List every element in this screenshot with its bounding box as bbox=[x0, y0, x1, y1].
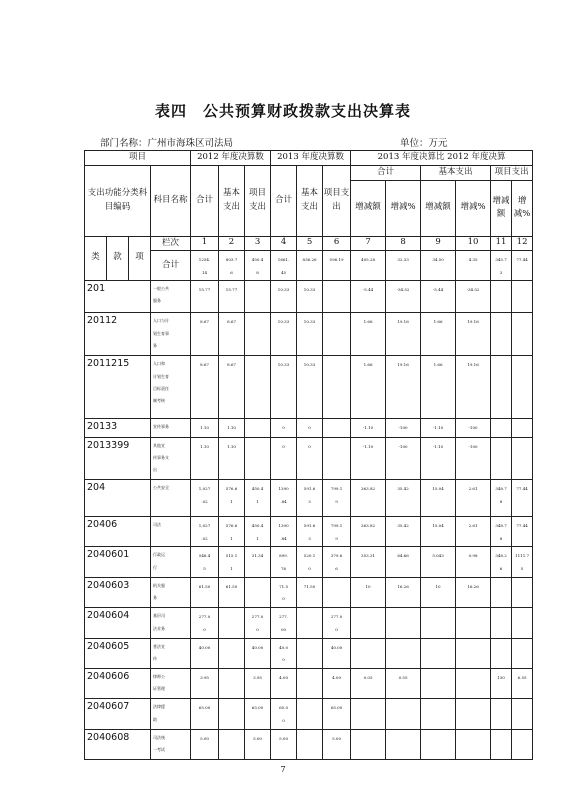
cell-value: 40.00 bbox=[191, 638, 219, 669]
cell-value: -1.10 bbox=[351, 419, 386, 437]
cell-value: 2.61 bbox=[456, 517, 491, 547]
total-value: 4.35 bbox=[456, 251, 491, 281]
subject-code: 20133 bbox=[85, 419, 151, 437]
cell-value bbox=[491, 638, 512, 669]
table-row bbox=[85, 480, 533, 517]
cell-value: 2.61 bbox=[456, 480, 491, 517]
cell-value bbox=[421, 669, 456, 699]
col-number: 3 bbox=[245, 236, 271, 251]
cell-value bbox=[219, 608, 245, 638]
cell-value bbox=[219, 729, 245, 759]
cell-value: 591.6 3 bbox=[297, 480, 323, 517]
cell-value bbox=[386, 699, 421, 729]
cell-value: 0 bbox=[271, 419, 297, 437]
cell-value bbox=[297, 729, 323, 759]
cell-value: -1.10 bbox=[351, 437, 386, 480]
cell-value bbox=[245, 280, 271, 313]
cell-value bbox=[351, 729, 386, 759]
table-row bbox=[85, 517, 533, 547]
cell-value bbox=[421, 699, 456, 729]
cell-value bbox=[456, 608, 491, 638]
department-name: 部门名称：广州市海珠区司法局 bbox=[100, 138, 234, 149]
cell-value bbox=[512, 699, 533, 729]
cell-value: 65.00 bbox=[323, 699, 351, 729]
cell-value: 3.95 bbox=[191, 669, 219, 699]
cell-value bbox=[512, 729, 533, 759]
cell-value: 277.0 0 bbox=[191, 608, 219, 638]
col-number: 12 bbox=[512, 236, 533, 251]
cell-value bbox=[219, 669, 245, 699]
subject-name: 机关服 务 bbox=[151, 577, 191, 608]
cell-value: 277.0 0 bbox=[323, 608, 351, 638]
subject-code: 201 bbox=[85, 280, 151, 313]
expenditure-table bbox=[84, 150, 533, 760]
header-inc-pct: 增减% bbox=[512, 180, 533, 236]
cell-value: 1.10 bbox=[191, 419, 219, 437]
header-2012: 2012 年度决算数 bbox=[191, 151, 271, 166]
subject-code: 2040603 bbox=[85, 577, 151, 608]
cell-value: -100 bbox=[456, 437, 491, 480]
cell-value bbox=[323, 577, 351, 608]
cell-value bbox=[219, 699, 245, 729]
cell-value: 5.00 bbox=[271, 729, 297, 759]
header-compare: 2013 年度决算比 2012 年度决算 bbox=[351, 151, 533, 166]
cell-value bbox=[323, 280, 351, 313]
cell-value bbox=[512, 577, 533, 608]
col-number: 7 bbox=[351, 236, 386, 251]
cell-value bbox=[351, 608, 386, 638]
unit-label: 单位：万元 bbox=[400, 138, 448, 149]
total-value: 405.28 bbox=[351, 251, 386, 281]
col-number: 10 bbox=[456, 236, 491, 251]
cell-value bbox=[491, 280, 512, 313]
col-number: 11 bbox=[491, 236, 512, 251]
cell-value: 8.67 bbox=[219, 313, 245, 356]
cell-value: 5.00 bbox=[245, 729, 271, 759]
cell-value: 16.26 bbox=[456, 577, 491, 608]
cell-value bbox=[512, 419, 533, 437]
header-xiang: 项 bbox=[129, 236, 151, 280]
cell-value: 5.00 bbox=[191, 729, 219, 759]
header-inc-amount: 增减额 bbox=[351, 180, 386, 236]
cell-value: 0.98 bbox=[456, 547, 491, 578]
cell-value bbox=[297, 608, 323, 638]
cell-value bbox=[219, 638, 245, 669]
header-cmp-project: 项目支出 bbox=[491, 166, 533, 181]
cell-value: 61.50 bbox=[191, 577, 219, 608]
table-row bbox=[85, 669, 533, 699]
subject-name: 公共安全 bbox=[151, 480, 191, 517]
total-value: 1661. 45 bbox=[271, 251, 297, 281]
cell-value bbox=[245, 419, 271, 437]
cell-value bbox=[386, 638, 421, 669]
cell-value bbox=[491, 729, 512, 759]
header-cmp-basic: 基本支出 bbox=[421, 166, 491, 181]
cell-value: -5.44 bbox=[421, 280, 456, 313]
subject-name: 人口和 计划生育 目标责任 制考核 bbox=[151, 356, 191, 419]
cell-value bbox=[351, 638, 386, 669]
header-item: 项目 bbox=[85, 151, 191, 166]
cell-value: 65.00 bbox=[191, 699, 219, 729]
cell-value: 10.33 bbox=[297, 280, 323, 313]
cell-value bbox=[512, 638, 533, 669]
subject-code: 2040608 bbox=[85, 729, 151, 759]
cell-value: 3.95 bbox=[245, 669, 271, 699]
cell-value bbox=[297, 669, 323, 699]
header-2012-total: 合计 bbox=[191, 166, 219, 237]
cell-value: 40.0 0 bbox=[271, 638, 297, 669]
cell-value: 77.44 bbox=[512, 517, 533, 547]
cell-value: 363.82 bbox=[351, 517, 386, 547]
cell-value bbox=[421, 638, 456, 669]
cell-value: 16.26 bbox=[386, 577, 421, 608]
cell-value: 19.16 bbox=[386, 356, 421, 419]
header-2012-project: 项目支出 bbox=[245, 166, 271, 237]
cell-value bbox=[491, 419, 512, 437]
table-row bbox=[85, 729, 533, 759]
cell-value: 0 bbox=[271, 437, 297, 480]
col-number: 9 bbox=[421, 236, 456, 251]
cell-value bbox=[491, 356, 512, 419]
cell-value: 19.16 bbox=[456, 313, 491, 356]
header-cmp-total: 合计 bbox=[351, 166, 421, 181]
cell-value: 576.6 1 bbox=[219, 480, 245, 517]
cell-value: 277.0 0 bbox=[245, 608, 271, 638]
table-row bbox=[85, 356, 533, 419]
cell-value bbox=[491, 577, 512, 608]
table-row bbox=[85, 547, 533, 578]
cell-value bbox=[297, 699, 323, 729]
header-2013: 2013 年度决算数 bbox=[271, 151, 351, 166]
total-value: 596.19 bbox=[323, 251, 351, 281]
cell-value: 65.0 0 bbox=[271, 699, 297, 729]
cell-value bbox=[245, 577, 271, 608]
cell-value: 15.04 bbox=[421, 517, 456, 547]
cell-value: 19.16 bbox=[456, 356, 491, 419]
cell-value: 40.00 bbox=[245, 638, 271, 669]
cell-value bbox=[323, 356, 351, 419]
subject-name: 其他宣 传事务支 出 bbox=[151, 437, 191, 480]
cell-value: 1390 .84 bbox=[271, 480, 297, 517]
header-2012-basic: 基本支出 bbox=[219, 166, 245, 237]
cell-value: 799.1 9 bbox=[323, 517, 351, 547]
cell-value: 277. 00 bbox=[271, 608, 297, 638]
cell-value: 0.05 bbox=[351, 669, 386, 699]
cell-value: 15.77 bbox=[191, 280, 219, 313]
cell-value: 1.66 bbox=[351, 356, 386, 419]
subject-code: 2011215 bbox=[85, 356, 151, 419]
cell-value: -100 bbox=[386, 437, 421, 480]
total-value: 803.7 6 bbox=[219, 251, 245, 281]
cell-value: 348.2 6 bbox=[491, 547, 512, 578]
header-2013-basic: 基本支出 bbox=[297, 166, 323, 237]
subject-code: 20112 bbox=[85, 313, 151, 356]
total-value: 450.4 8 bbox=[245, 251, 271, 281]
cell-value bbox=[491, 608, 512, 638]
cell-value: 65.00 bbox=[245, 699, 271, 729]
subject-code: 2040606 bbox=[85, 669, 151, 699]
cell-value bbox=[491, 699, 512, 729]
cell-value: 1111.7 5 bbox=[512, 547, 533, 578]
subject-name: 宣传事务 bbox=[151, 419, 191, 437]
cell-value: 10.33 bbox=[297, 313, 323, 356]
cell-value bbox=[456, 729, 491, 759]
cell-value: 10.33 bbox=[271, 356, 297, 419]
cell-value bbox=[491, 313, 512, 356]
table-row bbox=[85, 437, 533, 480]
cell-value: -100 bbox=[386, 419, 421, 437]
cell-value: 363.82 bbox=[351, 480, 386, 517]
cell-value bbox=[512, 280, 533, 313]
cell-value: 899. 76 bbox=[271, 547, 297, 578]
cell-value: 19.16 bbox=[386, 313, 421, 356]
table-title: 表四 公共预算财政拨款支出决算表 bbox=[154, 102, 411, 120]
cell-value: 1,027 .02 bbox=[191, 517, 219, 547]
cell-value bbox=[245, 437, 271, 480]
subject-name: 普法宣 传 bbox=[151, 638, 191, 669]
cell-value: 0 bbox=[297, 437, 323, 480]
cell-value: 799.1 9 bbox=[323, 480, 351, 517]
header-col-index: 栏次 bbox=[151, 236, 191, 251]
cell-value: 35.42 bbox=[386, 480, 421, 517]
subject-code: 2040601 bbox=[85, 547, 151, 578]
cell-value: 353.31 bbox=[351, 547, 386, 578]
cell-value: 348.7 8 bbox=[491, 480, 512, 517]
cell-value: 10.33 bbox=[271, 280, 297, 313]
cell-value: 1.10 bbox=[219, 419, 245, 437]
cell-value: 1.10 bbox=[219, 437, 245, 480]
total-value: 77.44 bbox=[512, 251, 533, 281]
subject-name: 行政运 行 bbox=[151, 547, 191, 578]
cell-value: 40.00 bbox=[323, 638, 351, 669]
cell-value: 8.67 bbox=[219, 356, 245, 419]
cell-value: 10 bbox=[351, 577, 386, 608]
header-inc-amount: 增减额 bbox=[421, 180, 456, 236]
table-row bbox=[85, 699, 533, 729]
cell-value bbox=[421, 608, 456, 638]
subject-name: 一般公共 服务 bbox=[151, 280, 191, 313]
cell-value: 1,027 .02 bbox=[191, 480, 219, 517]
cell-value bbox=[456, 638, 491, 669]
cell-value bbox=[512, 608, 533, 638]
cell-value bbox=[456, 699, 491, 729]
cell-value: 450.4 1 bbox=[245, 480, 271, 517]
col-number: 5 bbox=[297, 236, 323, 251]
total-label: 合计 bbox=[151, 251, 191, 281]
table-row bbox=[85, 577, 533, 608]
subject-name: 基层司 法业务 bbox=[151, 608, 191, 638]
col-number: 4 bbox=[271, 236, 297, 251]
col-number: 6 bbox=[323, 236, 351, 251]
cell-value: -34.52 bbox=[456, 280, 491, 313]
page-number: 7 bbox=[280, 765, 286, 774]
cell-value: 1.66 bbox=[421, 313, 456, 356]
cell-value: 591.6 3 bbox=[297, 517, 323, 547]
cell-value: 15.77 bbox=[219, 280, 245, 313]
col-number: 1 bbox=[191, 236, 219, 251]
cell-value bbox=[512, 356, 533, 419]
cell-value: 35.42 bbox=[386, 517, 421, 547]
cell-value: 10.33 bbox=[297, 356, 323, 419]
subject-code: 20406 bbox=[85, 517, 151, 547]
cell-value: -1.10 bbox=[421, 437, 456, 480]
col-number: 2 bbox=[219, 236, 245, 251]
table-row bbox=[85, 280, 533, 313]
cell-value: 8.67 bbox=[191, 356, 219, 419]
cell-value: 4.00 bbox=[323, 669, 351, 699]
cell-value bbox=[456, 669, 491, 699]
subject-code: 2040605 bbox=[85, 638, 151, 669]
table-row bbox=[85, 638, 533, 669]
cell-value: 1.66 bbox=[351, 313, 386, 356]
cell-value bbox=[323, 419, 351, 437]
cell-value: 71.50 bbox=[297, 577, 323, 608]
cell-value: 0 bbox=[297, 419, 323, 437]
total-value: 345.7 3 bbox=[491, 251, 512, 281]
cell-value: 64.66 bbox=[386, 547, 421, 578]
cell-value: 77.44 bbox=[512, 480, 533, 517]
cell-value: 61.50 bbox=[219, 577, 245, 608]
cell-value: 10.33 bbox=[271, 313, 297, 356]
subject-code: 2040607 bbox=[85, 699, 151, 729]
cell-value: 4.00 bbox=[271, 669, 297, 699]
table-row bbox=[85, 608, 533, 638]
cell-value: 5.00 bbox=[323, 729, 351, 759]
cell-value: -100 bbox=[456, 419, 491, 437]
cell-value: 71.5 0 bbox=[271, 577, 297, 608]
cell-value: 130 bbox=[491, 669, 512, 699]
cell-value: 5.043 bbox=[421, 547, 456, 578]
col-number: 8 bbox=[386, 236, 421, 251]
subject-name: 司法 bbox=[151, 517, 191, 547]
header-inc-pct: 增减% bbox=[386, 180, 421, 236]
cell-value: -1.10 bbox=[421, 419, 456, 437]
header-inc-amount: 增减额 bbox=[491, 180, 512, 236]
header-lei: 类 bbox=[85, 236, 107, 280]
cell-value bbox=[351, 699, 386, 729]
header-subject-name: 科目名称 bbox=[151, 166, 191, 237]
subject-name: 律师公 证管理 bbox=[151, 669, 191, 699]
cell-value bbox=[512, 313, 533, 356]
subject-code: 2013399 bbox=[85, 437, 151, 480]
cell-value bbox=[245, 313, 271, 356]
cell-value: 520.1 0 bbox=[297, 547, 323, 578]
cell-value: 1.66 bbox=[421, 356, 456, 419]
cell-value bbox=[512, 437, 533, 480]
cell-value bbox=[323, 313, 351, 356]
subject-name: 司法统 一考试 bbox=[151, 729, 191, 759]
cell-value: 348.7 8 bbox=[491, 517, 512, 547]
table-row bbox=[85, 313, 533, 356]
cell-value bbox=[245, 356, 271, 419]
header-2013-project: 项目支出 bbox=[323, 166, 351, 237]
cell-value: 1.10 bbox=[191, 437, 219, 480]
cell-value: 515.1 1 bbox=[219, 547, 245, 578]
cell-value: 15.04 bbox=[421, 480, 456, 517]
cell-value bbox=[297, 638, 323, 669]
cell-value: 8.67 bbox=[191, 313, 219, 356]
total-value: 1254. 14 bbox=[191, 251, 219, 281]
subject-code: 204 bbox=[85, 480, 151, 517]
cell-value: 576.6 1 bbox=[219, 517, 245, 547]
cell-value bbox=[386, 729, 421, 759]
total-value: 34.50 bbox=[421, 251, 456, 281]
subject-name: 法律援 助 bbox=[151, 699, 191, 729]
header-inc-pct: 增减% bbox=[456, 180, 491, 236]
table-row bbox=[85, 419, 533, 437]
cell-value bbox=[491, 437, 512, 480]
cell-value bbox=[421, 729, 456, 759]
cell-value: 1390 .84 bbox=[271, 517, 297, 547]
cell-value bbox=[323, 437, 351, 480]
total-value: 836.26 bbox=[297, 251, 323, 281]
cell-value: 6.55 bbox=[512, 669, 533, 699]
cell-value: 450.4 1 bbox=[245, 517, 271, 547]
cell-value: 0.55 bbox=[386, 669, 421, 699]
cell-value: -5.44 bbox=[351, 280, 386, 313]
cell-value: -34.52 bbox=[386, 280, 421, 313]
cell-value bbox=[386, 608, 421, 638]
subject-name: 人口与计 划生育事 务 bbox=[151, 313, 191, 356]
header-2013-total: 合计 bbox=[271, 166, 297, 237]
cell-value: 379.6 6 bbox=[323, 547, 351, 578]
subject-code: 2040604 bbox=[85, 608, 151, 638]
total-row bbox=[85, 251, 533, 281]
header-func-code: 支出功能分类科目编码 bbox=[85, 166, 151, 237]
cell-value: 31.34 bbox=[245, 547, 271, 578]
cell-value: 546.4 5 bbox=[191, 547, 219, 578]
cell-value: 10 bbox=[421, 577, 456, 608]
total-value: 32.33 bbox=[386, 251, 421, 281]
header-kuan: 款 bbox=[107, 236, 129, 280]
